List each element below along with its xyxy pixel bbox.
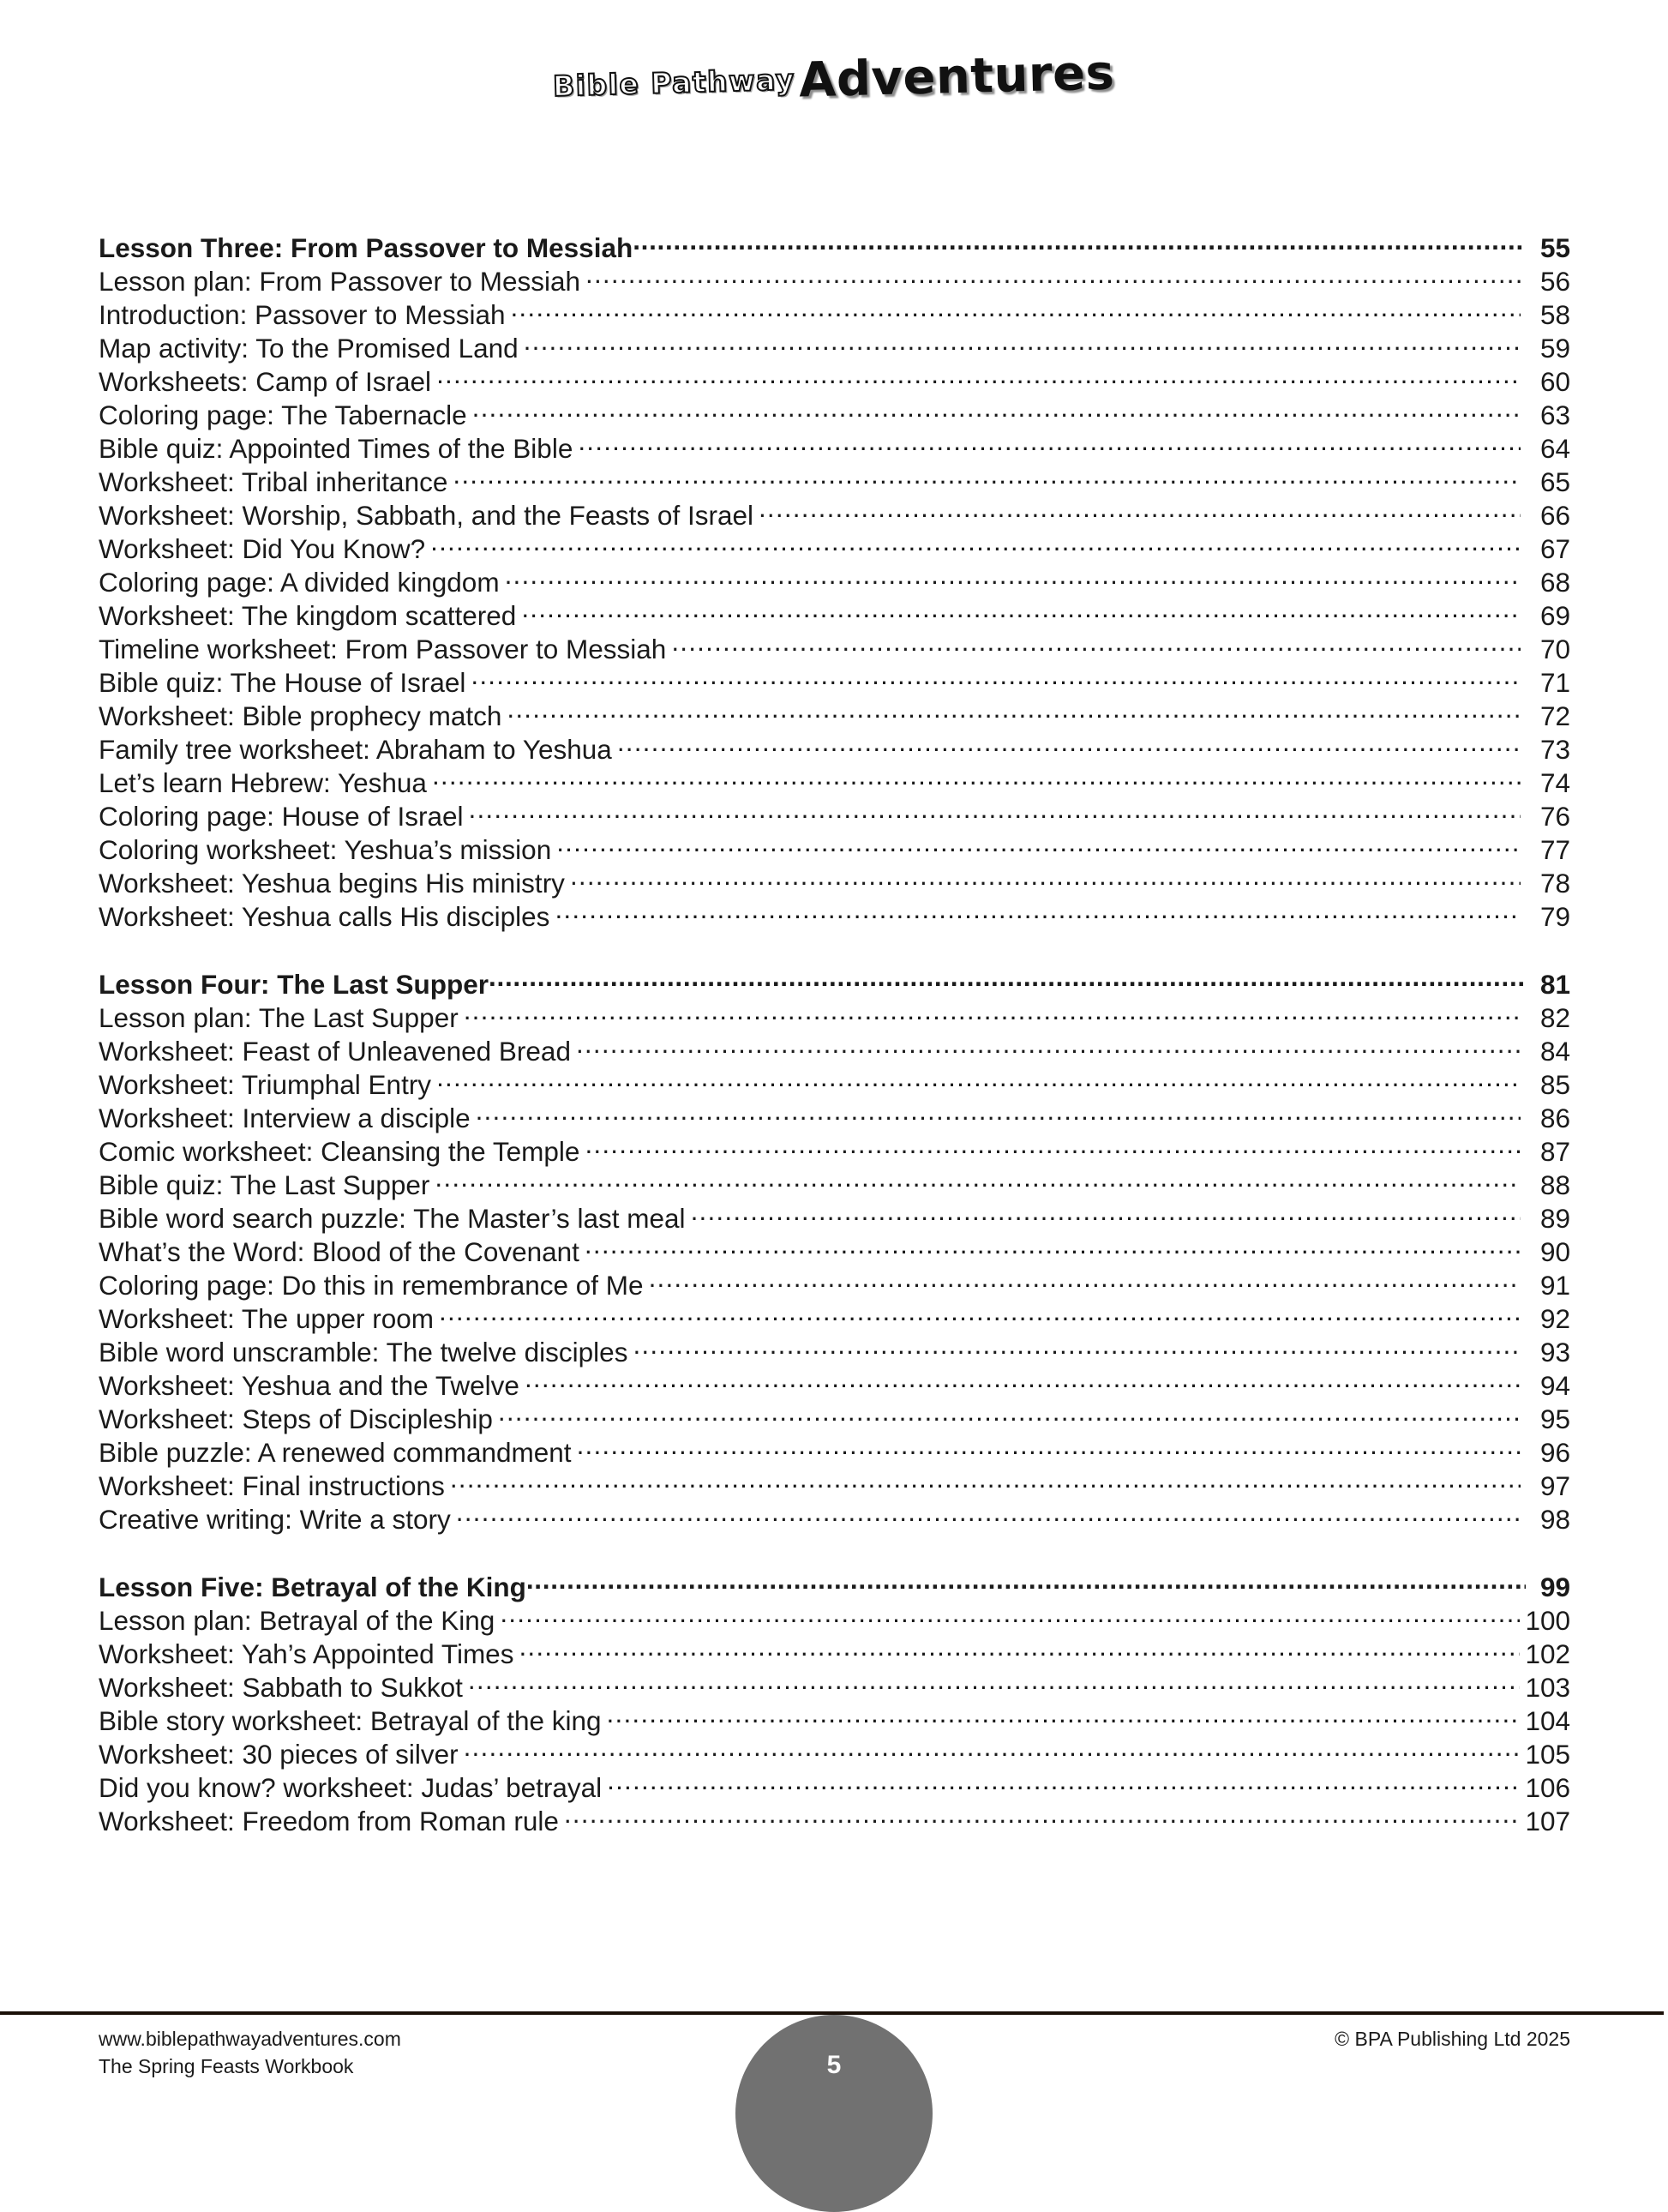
toc-entry-page-number: 63: [1539, 399, 1570, 430]
toc-entry[interactable]: [99, 1334, 1570, 1367]
toc-entry-title: Bible word search puzzle: The Master’s last meal: [99, 1202, 686, 1234]
logo-line-bible-pathway: Bible Pathway: [552, 63, 796, 103]
toc-leader-dots: [476, 1100, 1521, 1127]
toc-entry-title: Worksheet: Steps of Discipleship: [99, 1403, 493, 1434]
footer-left-block: [99, 2025, 401, 2080]
toc-entry-page-number: 79: [1539, 900, 1570, 932]
toc-entry-page-number: 102: [1525, 1638, 1570, 1669]
toc-entry-title: Worksheet: Did You Know?: [99, 532, 426, 564]
toc-entry[interactable]: [99, 1100, 1570, 1133]
toc-leader-dots: [439, 1301, 1521, 1328]
toc-leader-dots: [464, 1736, 1521, 1764]
toc-entry-page-number: 84: [1539, 1035, 1570, 1067]
toc-leader-dots: [759, 497, 1521, 525]
toc-entry-title: Coloring page: A divided kingdom: [99, 566, 500, 598]
toc-entry-page-number: 72: [1539, 700, 1570, 731]
toc-entry-page-number: 85: [1539, 1068, 1570, 1100]
toc-entry-title: Worksheet: Yah’s Appointed Times: [99, 1638, 514, 1669]
toc-leader-dots: [498, 1401, 1521, 1428]
toc-entry[interactable]: [99, 1401, 1570, 1434]
toc-leader-dots: [489, 966, 1526, 994]
toc-entry-page-number: 77: [1539, 833, 1570, 865]
toc-entry[interactable]: [99, 1803, 1570, 1836]
toc-entry-title: Worksheet: The upper room: [99, 1302, 435, 1334]
toc-section-heading[interactable]: [99, 1569, 1570, 1602]
toc-leader-dots: [649, 1267, 1521, 1295]
toc-leader-dots: [500, 1602, 1520, 1630]
toc-spacer: [99, 932, 1570, 966]
toc-entry-title: Worksheet: Tribal inheritance: [99, 466, 448, 497]
footer-copyright: © BPA Publishing Ltd 2025: [1335, 2028, 1570, 2050]
toc-entry[interactable]: [99, 364, 1570, 397]
toc-entry-page-number: 94: [1539, 1369, 1570, 1401]
toc-entry-title: Worksheet: Final instructions: [99, 1470, 445, 1501]
toc-entry-page-number: 93: [1539, 1336, 1570, 1367]
toc-entry-page-number: 91: [1539, 1269, 1570, 1301]
toc-entry-page-number: 86: [1539, 1102, 1570, 1133]
toc-entry-page-number: 89: [1539, 1202, 1570, 1234]
toc-leader-dots: [435, 1167, 1521, 1194]
toc-entry-title: Coloring page: Do this in remembrance of Me: [99, 1269, 644, 1301]
toc-entry-page-number: 103: [1525, 1671, 1570, 1703]
toc-leader-dots: [469, 798, 1521, 826]
toc-entry[interactable]: [99, 1000, 1570, 1033]
toc-entry-title: Coloring page: The Tabernacle: [99, 399, 467, 430]
toc-entry[interactable]: [99, 1301, 1570, 1334]
toc-leader-dots: [525, 1367, 1521, 1395]
toc-entry-page-number: 67: [1539, 532, 1570, 564]
toc-entry[interactable]: [99, 1434, 1570, 1468]
toc-leader-dots: [691, 1200, 1521, 1228]
toc-entry-page-number: 105: [1525, 1738, 1570, 1770]
toc-entry-page-number: 100: [1525, 1604, 1570, 1636]
toc-entry-title: Timeline worksheet: From Passover to Messiah: [99, 633, 667, 664]
toc-entry[interactable]: [99, 1234, 1570, 1267]
logo-line-adventures: Adventures: [798, 45, 1116, 109]
toc-leader-dots: [671, 631, 1521, 658]
toc-leader-dots: [430, 531, 1521, 558]
toc-entry-page-number: 60: [1539, 365, 1570, 397]
toc-entry[interactable]: [99, 1200, 1570, 1234]
toc-entry[interactable]: [99, 1267, 1570, 1301]
table-of-contents: [99, 230, 1570, 1836]
toc-entry-title: Lesson Five: Betrayal of the King: [99, 1571, 526, 1602]
toc-entry-title: Worksheets: Camp of Israel: [99, 365, 432, 397]
toc-leader-dots: [524, 330, 1521, 358]
toc-entry-title: Bible quiz: The House of Israel: [99, 666, 466, 698]
toc-entry[interactable]: [99, 430, 1570, 464]
toc-entry[interactable]: [99, 1468, 1570, 1501]
toc-entry-title: Worksheet: 30 pieces of silver: [99, 1738, 459, 1770]
toc-entry-page-number: 59: [1539, 332, 1570, 364]
toc-entry[interactable]: [99, 598, 1570, 631]
toc-entry-title: Comic worksheet: Cleansing the Temple: [99, 1135, 580, 1167]
toc-leader-dots: [436, 364, 1521, 391]
toc-entry-title: Bible word unscramble: The twelve disciples: [99, 1336, 628, 1367]
toc-entry-title: What’s the Word: Blood of the Covenant: [99, 1235, 579, 1267]
toc-leader-dots: [607, 1770, 1520, 1797]
toc-entry-title: Worksheet: Sabbath to Sukkot: [99, 1671, 463, 1703]
toc-leader-dots: [450, 1468, 1521, 1495]
toc-entry[interactable]: [99, 1736, 1570, 1770]
toc-entry[interactable]: [99, 631, 1570, 664]
toc-leader-dots: [633, 1334, 1521, 1361]
toc-entry[interactable]: [99, 1703, 1570, 1736]
toc-entry-page-number: 82: [1539, 1001, 1570, 1033]
toc-entry-title: Map activity: To the Promised Land: [99, 332, 519, 364]
toc-entry-title: Worksheet: Yeshua begins His ministry: [99, 867, 565, 899]
toc-entry-title: Lesson plan: Betrayal of the King: [99, 1604, 495, 1636]
toc-entry[interactable]: [99, 1501, 1570, 1535]
toc-leader-dots: [519, 1636, 1520, 1663]
toc-entry-page-number: 56: [1539, 265, 1570, 297]
toc-leader-dots: [576, 1033, 1521, 1061]
toc-entry[interactable]: [99, 1367, 1570, 1401]
toc-leader-dots: [577, 1434, 1521, 1462]
toc-entry-title: Lesson Three: From Passover to Messiah: [99, 231, 633, 263]
toc-entry[interactable]: [99, 664, 1570, 698]
toc-entry-page-number: 55: [1539, 231, 1570, 263]
toc-entry-page-number: 69: [1539, 599, 1570, 631]
toc-entry-title: Bible quiz: Appointed Times of the Bible: [99, 432, 573, 464]
toc-entry-page-number: 58: [1539, 298, 1570, 330]
footer-book-title: The Spring Feasts Workbook: [99, 2055, 354, 2077]
toc-entry-title: Worksheet: Bible prophecy match: [99, 700, 502, 731]
toc-entry[interactable]: [99, 1067, 1570, 1100]
toc-leader-dots: [585, 263, 1521, 291]
toc-entry[interactable]: [99, 1133, 1570, 1167]
toc-entry-title: Bible puzzle: A renewed commandment: [99, 1436, 572, 1468]
toc-entry-page-number: 106: [1525, 1771, 1570, 1803]
toc-entry-title: Family tree worksheet: Abraham to Yeshua: [99, 733, 612, 765]
toc-section-heading[interactable]: [99, 966, 1570, 1000]
toc-entry-title: Did you know? worksheet: Judas’ betrayal: [99, 1771, 603, 1803]
toc-entry[interactable]: [99, 765, 1570, 798]
toc-leader-dots: [505, 564, 1521, 592]
toc-entry-title: Let’s learn Hebrew: Yeshua: [99, 766, 427, 798]
toc-leader-dots: [510, 297, 1521, 324]
toc-entry-page-number: 92: [1539, 1302, 1570, 1334]
toc-leader-dots: [526, 1569, 1526, 1596]
toc-entry-page-number: 68: [1539, 566, 1570, 598]
toc-entry-page-number: 71: [1539, 666, 1570, 698]
toc-entry-title: Creative writing: Write a story: [99, 1503, 451, 1535]
toc-entry-page-number: 65: [1539, 466, 1570, 497]
toc-entry[interactable]: [99, 263, 1570, 297]
toc-entry[interactable]: [99, 731, 1570, 765]
toc-section-heading[interactable]: [99, 230, 1570, 263]
toc-leader-dots: [633, 230, 1526, 257]
toc-leader-dots: [432, 765, 1521, 792]
toc-entry-title: Coloring worksheet: Yeshua’s mission: [99, 833, 552, 865]
toc-entry-title: Bible quiz: The Last Supper: [99, 1169, 430, 1200]
toc-spacer: [99, 1535, 1570, 1569]
toc-entry-title: Worksheet: Yeshua and the Twelve: [99, 1369, 519, 1401]
toc-entry[interactable]: [99, 531, 1570, 564]
toc-leader-dots: [555, 899, 1521, 926]
toc-entry-title: Worksheet: Worship, Sabbath, and the Feasts of Israel: [99, 499, 753, 531]
toc-entry-title: Worksheet: Yeshua calls His disciples: [99, 900, 550, 932]
toc-leader-dots: [468, 1669, 1521, 1697]
toc-entry[interactable]: [99, 297, 1570, 330]
toc-entry[interactable]: [99, 899, 1570, 932]
toc-leader-dots: [607, 1703, 1521, 1730]
toc-entry-page-number: 64: [1539, 432, 1570, 464]
toc-entry-page-number: 90: [1539, 1235, 1570, 1267]
toc-entry[interactable]: [99, 564, 1570, 598]
toc-entry-title: Coloring page: House of Israel: [99, 800, 464, 832]
toc-entry-page-number: 107: [1525, 1805, 1570, 1836]
toc-entry-page-number: 70: [1539, 633, 1570, 664]
toc-entry[interactable]: [99, 397, 1570, 430]
toc-leader-dots: [507, 698, 1521, 725]
toc-entry[interactable]: [99, 1770, 1570, 1803]
toc-entry[interactable]: [99, 1669, 1570, 1703]
toc-leader-dots: [570, 865, 1521, 893]
toc-entry-page-number: 97: [1539, 1470, 1570, 1501]
toc-leader-dots: [453, 464, 1521, 491]
toc-entry-title: Worksheet: Freedom from Roman rule: [99, 1805, 559, 1836]
toc-leader-dots: [436, 1067, 1521, 1094]
toc-entry-title: Bible story worksheet: Betrayal of the king: [99, 1704, 602, 1736]
toc-leader-dots: [585, 1133, 1521, 1161]
toc-leader-dots: [585, 1234, 1521, 1261]
toc-entry-page-number: 73: [1539, 733, 1570, 765]
toc-entry-page-number: 81: [1539, 968, 1570, 1000]
toc-entry[interactable]: [99, 798, 1570, 832]
toc-entry-title: Lesson plan: The Last Supper: [99, 1001, 459, 1033]
footer-website[interactable]: www.biblepathwayadventures.com: [99, 2028, 401, 2050]
toc-entry[interactable]: [99, 1602, 1570, 1636]
toc-entry-page-number: 76: [1539, 800, 1570, 832]
toc-entry-page-number: 74: [1539, 766, 1570, 798]
toc-leader-dots: [456, 1501, 1521, 1529]
toc-leader-dots: [471, 664, 1521, 692]
toc-leader-dots: [578, 430, 1521, 458]
page-number-badge: 5: [735, 2015, 933, 2212]
toc-entry-page-number: 88: [1539, 1169, 1570, 1200]
toc-entry-page-number: 66: [1539, 499, 1570, 531]
toc-entry-page-number: 98: [1539, 1503, 1570, 1535]
toc-entry-page-number: 95: [1539, 1403, 1570, 1434]
toc-entry[interactable]: [99, 497, 1570, 531]
toc-entry-page-number: 99: [1539, 1571, 1570, 1602]
toc-entry-title: Worksheet: Triumphal Entry: [99, 1068, 432, 1100]
toc-entry[interactable]: [99, 464, 1570, 497]
toc-leader-dots: [617, 731, 1521, 759]
toc-entry[interactable]: [99, 330, 1570, 364]
brand-logo: [0, 45, 1668, 109]
toc-entry-title: Worksheet: Interview a disciple: [99, 1102, 471, 1133]
toc-entry[interactable]: [99, 1636, 1570, 1669]
toc-entry-title: Worksheet: Feast of Unleavened Bread: [99, 1035, 571, 1067]
toc-entry-title: Lesson plan: From Passover to Messiah: [99, 265, 581, 297]
toc-entry-title: Worksheet: The kingdom scattered: [99, 599, 517, 631]
toc-entry[interactable]: [99, 1167, 1570, 1200]
toc-entry-page-number: 104: [1525, 1704, 1570, 1736]
toc-entry[interactable]: [99, 698, 1570, 731]
toc-leader-dots: [556, 832, 1521, 859]
toc-leader-dots: [521, 598, 1521, 625]
toc-entry-page-number: 78: [1539, 867, 1570, 899]
toc-leader-dots: [564, 1803, 1521, 1830]
toc-leader-dots: [464, 1000, 1521, 1027]
toc-entry[interactable]: [99, 865, 1570, 899]
toc-entry[interactable]: [99, 832, 1570, 865]
toc-entry-page-number: 87: [1539, 1135, 1570, 1167]
toc-entry[interactable]: [99, 1033, 1570, 1067]
toc-entry-title: Introduction: Passover to Messiah: [99, 298, 506, 330]
toc-entry-title: Lesson Four: The Last Supper: [99, 968, 489, 1000]
toc-leader-dots: [472, 397, 1521, 424]
toc-entry-page-number: 96: [1539, 1436, 1570, 1468]
